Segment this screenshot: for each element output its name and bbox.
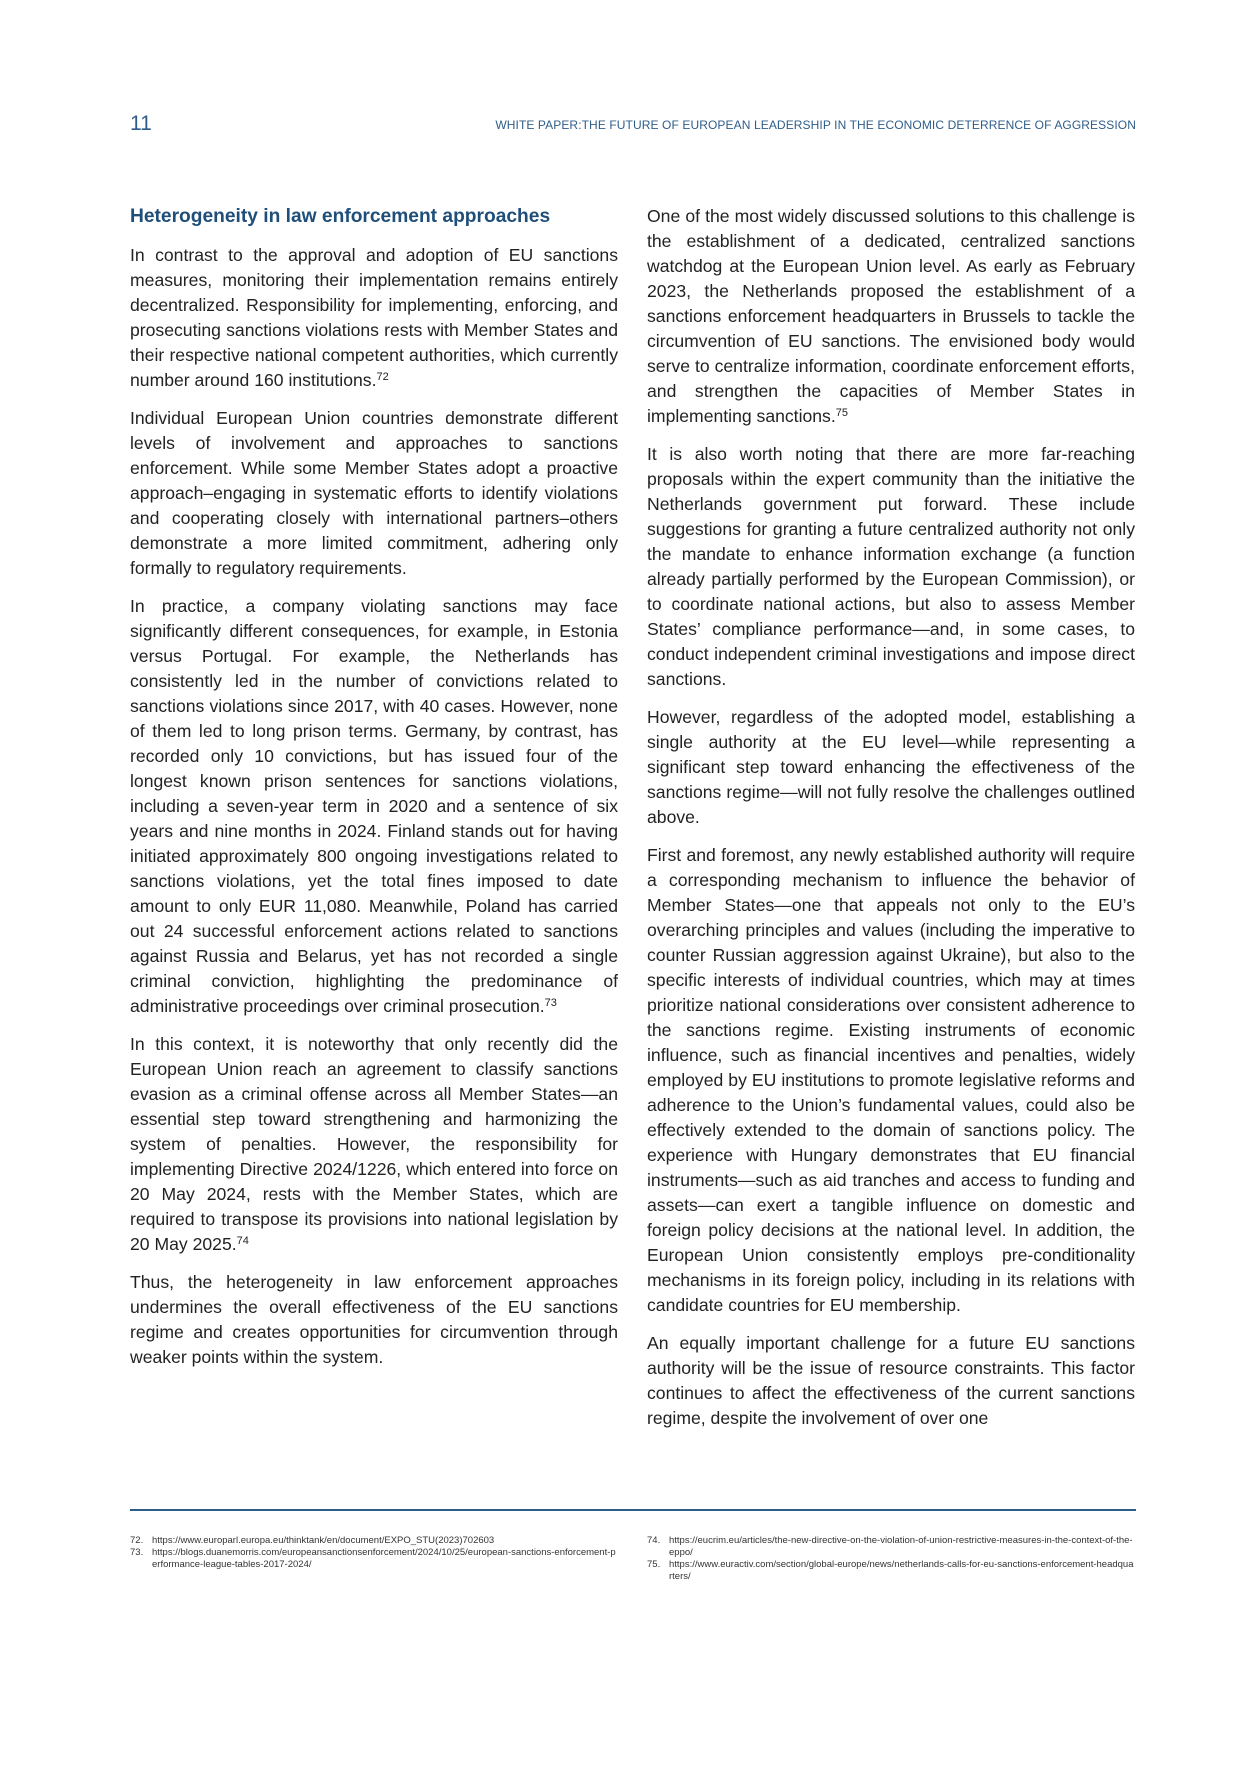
footnote-divider (130, 1509, 1136, 1511)
footnote-number: 72. (130, 1535, 144, 1546)
paragraph: First and foremost, any newly established authority will require a corresponding mechanism to influence the behavior of Member States—one that appeals not only to the EU’s overarching principles and values (including the imperative to counter Russian aggression against Ukraine), but also to the specific interests of individual countries, which may at times prioritize national considerations over consistent adherence to the sanctions regime. Existing instruments of economic influence, such as financial incentives and penalties, widely employed by EU institutions to promote legislative reforms and adherence to the Union’s fundamental values, could also be effectively extended to the domain of sanctions policy. The experience with Hungary demonstrates that EU financial instruments—such as aid tranches and access to funding and assets—can exert a tangible influence on domestic and foreign policy decisions at the national level. In addition, the European Union consistently employs pre-conditionality mechanisms in its foreign policy, including in its relations with candidate countries for EU membership. (647, 845, 1135, 1315)
paragraph: In this context, it is noteworthy that only recently did the European Union reach an agreement to classify sanctions evasion as a criminal offense across all Member States—an essential step toward strengthening and harmonizing the system of penalties. However, the responsibility for implementing Directive 2024/1226, which entered into force on 20 May 2024, rests with the Member States, which are required to transpose its provisions into national legislation by 20 May 2025.74 (130, 1034, 618, 1254)
footnote-number: 75. (647, 1559, 661, 1570)
right-column (647, 204, 1135, 1444)
paragraph: Thus, the heterogeneity in law enforcement approaches undermines the overall effectiveness of the EU sanctions regime and creates opportunities for circumvention through weaker points within the system. (130, 1272, 618, 1367)
footnote (647, 1535, 1136, 1559)
paragraph: Individual European Union countries demonstrate different levels of involvement and approaches to sanctions enforcement. While some Member States adopt a proactive approach–engaging in systematic efforts to identify violations and cooperating closely with international partners–others demonstrate a more limited commitment, adhering only formally to regulatory requirements. (130, 408, 618, 578)
footnote (647, 1559, 1136, 1583)
footnote-link[interactable]: https://www.europarl.europa.eu/thinktank/en/document/EXPO_STU(2023)702603 (152, 1535, 495, 1546)
left-column (130, 204, 618, 1383)
running-header: WHITE PAPER:THE FUTURE OF EUROPEAN LEADERSHIP IN THE ECONOMIC DETERRENCE OF AGGRESSION (495, 118, 1136, 132)
footnote-link[interactable]: https://blogs.duanemorris.com/europeansanctionsenforcement/2024/10/25/european-sanctions-enforcement-performance-league-tables-2017-2024/ (152, 1547, 616, 1570)
paragraph: An equally important challenge for a future EU sanctions authority will be the issue of resource constraints. This factor continues to affect the effectiveness of the current sanctions regime, despite the involvement of over one (647, 1333, 1135, 1428)
paragraph: It is also worth noting that there are more far-reaching proposals within the expert community than the initiative the Netherlands government put forward. These include suggestions for granting a future centralized authority not only the mandate to enhance information exchange (a function already partially performed by the European Commission), or to coordinate national actions, but also to assess Member States’ compliance performance—and, in some cases, to conduct independent criminal investigations and impose direct sanctions. (647, 444, 1135, 689)
paragraph: In contrast to the approval and adoption of EU sanctions measures, monitoring their implementation remains entirely decentralized. Responsibility for implementing, enforcing, and prosecuting sanctions violations rests with Member States and their respective national competent authorities, which currently number around 160 institutions.$^{72}$ (130, 245, 618, 390)
footnote-link[interactable]: https://www.euractiv.com/section/global-europe/news/netherlands-calls-for-eu-sanctions-enforcement-headquarters/ (669, 1559, 1134, 1582)
footnote (130, 1547, 618, 1571)
footnote-ref[interactable]: 75 (835, 407, 848, 419)
footnote (130, 1535, 618, 1547)
footnote-number: 74. (647, 1535, 661, 1546)
footnote-ref[interactable]: 73 (544, 997, 557, 1009)
paragraph: However, regardless of the adopted model, establishing a single authority at the EU level—while representing a significant step toward enhancing the effectiveness of the sanctions regime—will not fully resolve the challenges outlined above. (647, 707, 1135, 827)
paragraph: In practice, a company violating sanctions may face significantly different consequences, for example, in Estonia versus Portugal. For example, the Netherlands has consistently led in the number of convictions related to sanctions violations since 2017, with 40 cases. However, none of them led to long prison terms. Germany, by contrast, has recorded only 10 convictions, but has issued four of the longest known prison sentences for sanctions violations, including a seven-year term in 2020 and a sentence of six years and nine months in 2024. Finland stands out for having initiated approximately 800 ongoing investigations related to sanctions violations, yet the total fines imposed to date amount to only EUR 11,080. Meanwhile, Poland has carried out 24 successful enforcement actions related to sanctions against Russia and Belarus, yet has not recorded a single criminal conviction, highlighting the predominance of administrative proceedings over criminal prosecution.$^{73}$ (130, 596, 618, 1016)
footnotes-right (647, 1535, 1136, 1583)
footnote-ref[interactable]: 72 (376, 371, 389, 383)
section-heading: Heterogeneity in law enforcement approaches (130, 206, 551, 227)
footnote-link[interactable]: https://eucrim.eu/articles/the-new-directive-on-the-violation-of-union-restrictive-measures-in-the-context-of-the-eppo/ (669, 1535, 1133, 1558)
footnote-ref[interactable]: 74 (236, 1235, 249, 1247)
page-number: 11 (130, 112, 152, 135)
footnote-number: 73. (130, 1547, 144, 1558)
paragraph: One of the most widely discussed solutions to this challenge is the establishment of a dedicated, centralized sanctions watchdog at the European Union level. As early as February 2023, the Netherlands proposed the establishment of a sanctions enforcement headquarters in Brussels to tackle the circumvention of EU sanctions. The envisioned body would serve to centralize information, coordinate enforcement efforts, and strengthen the capacities of Member States in implementing sanctions.$^{75}$ (647, 206, 1135, 426)
footnotes-left (130, 1535, 618, 1571)
